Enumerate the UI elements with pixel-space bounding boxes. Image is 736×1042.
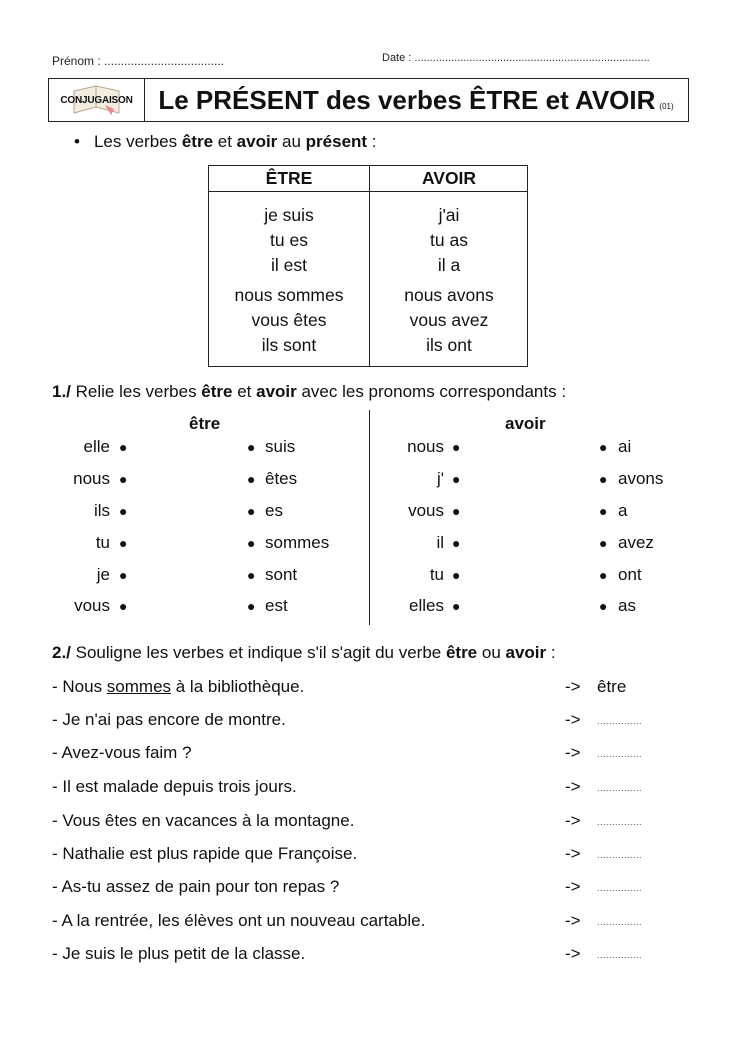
title-text: Le PRÉSENT des verbes ÊTRE et AVOIR [158,84,656,115]
conjugation-etre: il est [271,255,307,275]
conjugation-avoir: tu as [430,230,468,250]
divider [369,410,370,625]
link-dot[interactable]: ● [599,503,608,519]
answer-blank[interactable]: ............... [597,716,643,726]
arrow: -> [565,777,581,796]
conjugation-avoir: il a [437,255,461,275]
pronoun: il [436,533,444,552]
answer-blank[interactable]: ............... [597,783,643,793]
verb: ai [618,437,632,456]
conjugation-avoir: j'ai [438,205,460,225]
t: : [546,643,556,662]
avoir-heading: avoir [505,414,546,433]
pronoun: nous [407,437,444,456]
pronoun: nous [73,469,110,488]
etre-heading: être [189,414,221,433]
link-dot[interactable]: ● [452,598,461,614]
t: avec les pronoms correspondants : [296,382,567,401]
sentence: - Vous êtes en vacances à la montagne. [52,811,355,830]
verb: es [265,501,283,520]
verb: a [618,501,628,520]
header-etre: ÊTRE [265,168,313,188]
header-avoir: AVOIR [421,168,477,188]
pronoun: j' [436,469,444,488]
verb: suis [265,437,296,456]
link-dot[interactable]: ● [452,503,461,519]
answer-example: être [597,677,627,696]
arrow: -> [565,677,581,696]
link-dot[interactable]: ● [247,598,256,614]
answer-blank[interactable]: ............... [597,917,643,927]
t: Les verbes [93,132,182,151]
pronoun: ils [93,501,110,520]
answer-blank[interactable]: ............... [597,749,643,759]
title-box [48,78,689,122]
link-dot[interactable]: ● [452,471,461,487]
t: à la bibliothèque. [171,677,305,696]
link-dot[interactable]: ● [452,439,461,455]
conjugation-etre: ils sont [261,335,317,355]
verb: êtes [265,469,298,488]
bullet: • [74,132,80,151]
answer-blank[interactable]: ............... [597,850,643,860]
link-dot[interactable]: ● [599,535,608,551]
sentence: - Nathalie est plus rapide que Françoise. [52,844,358,863]
link-dot[interactable]: ● [452,567,461,583]
exercise1-instruction [52,382,566,402]
link-dot[interactable]: ● [119,567,128,583]
link-dot[interactable]: ● [247,471,256,487]
t: 1./ [52,382,71,401]
sentence: - Je suis le plus petit de la classe. [52,944,306,963]
t: ou [477,643,506,662]
verb: est [265,596,288,615]
link-dot[interactable]: ● [599,471,608,487]
title-code: (01) [659,102,674,111]
verb: sommes [265,533,330,552]
t: avoir [236,132,278,151]
arrow: -> [565,811,581,830]
t: être [181,132,214,151]
sentence: - Il est malade depuis trois jours. [52,777,297,796]
link-dot[interactable]: ● [247,567,256,583]
answer-blank[interactable]: ............... [597,883,643,893]
pronoun: tu [429,565,444,584]
link-dot[interactable]: ● [247,535,256,551]
arrow: -> [565,844,581,863]
pronoun: vous [408,501,444,520]
link-dot[interactable]: ● [119,503,128,519]
conjugation-etre: tu es [270,230,308,250]
pronoun: vous [74,596,110,615]
verb: ont [618,565,642,584]
date-field: Date : ............................................................................. [382,52,650,64]
conjugation-avoir: nous avons [404,285,494,305]
intro-line [74,132,377,152]
t: avoir [256,382,297,401]
sentence: - As-tu assez de pain pour ton repas ? [52,877,340,896]
t: présent [305,132,368,151]
logo-text: CONJUGAISON [60,94,133,106]
t: au [277,132,306,151]
link-dot[interactable]: ● [452,535,461,551]
avoir-column [369,166,529,358]
t: et [232,382,257,401]
t: Relie les verbes [70,382,202,401]
arrow: -> [565,911,581,930]
t: être [445,643,478,662]
conjugation-etre: nous sommes [234,285,344,305]
pronoun: je [96,565,110,584]
conjugation-etre: vous êtes [251,310,327,330]
answer-blank[interactable]: ............... [597,817,643,827]
pronoun: elles [409,596,444,615]
t: Souligne les verbes et indique s'il s'agit du verbe [70,643,446,662]
etre-column [209,166,369,358]
sentence: - Avez-vous faim ? [52,743,192,762]
t: : [367,132,377,151]
conjugation-table [208,165,528,367]
prenom-field: Prénom : .................................... [52,54,225,68]
sentence: - A la rentrée, les élèves ont un nouveau cartable. [52,911,426,930]
pronoun: elle [83,437,110,456]
exercise2-instruction [52,643,556,663]
pronoun: tu [95,533,110,552]
t: avoir [505,643,547,662]
verb: as [618,596,636,615]
conjugation-avoir: ils ont [426,335,472,355]
link-dot[interactable]: ● [119,471,128,487]
conjugation-avoir: vous avez [409,310,489,330]
link-dot[interactable]: ● [599,567,608,583]
verb: avez [618,533,654,552]
conjugaison-logo [49,79,145,121]
link-dot[interactable]: ● [119,598,128,614]
arrow: -> [565,944,581,963]
arrow: -> [565,743,581,762]
sentence-example [52,677,304,697]
verb: sont [265,565,298,584]
conjugation-etre: je suis [264,205,314,225]
link-dot[interactable]: ● [119,439,128,455]
link-dot[interactable]: ● [599,439,608,455]
t: et [213,132,237,151]
page-title [144,79,688,121]
sentence: - Je n'ai pas encore de montre. [52,710,286,729]
link-dot[interactable]: ● [247,503,256,519]
t: - Nous [52,677,107,696]
underlined-verb: sommes [106,677,172,696]
arrow: -> [565,710,581,729]
t: être [201,382,233,401]
answer-blank[interactable]: ............... [597,950,643,960]
link-dot[interactable]: ● [247,439,256,455]
link-dot[interactable]: ● [599,598,608,614]
arrow: -> [565,877,581,896]
link-dot[interactable]: ● [119,535,128,551]
t: 2./ [52,643,71,662]
verb: avons [618,469,664,488]
